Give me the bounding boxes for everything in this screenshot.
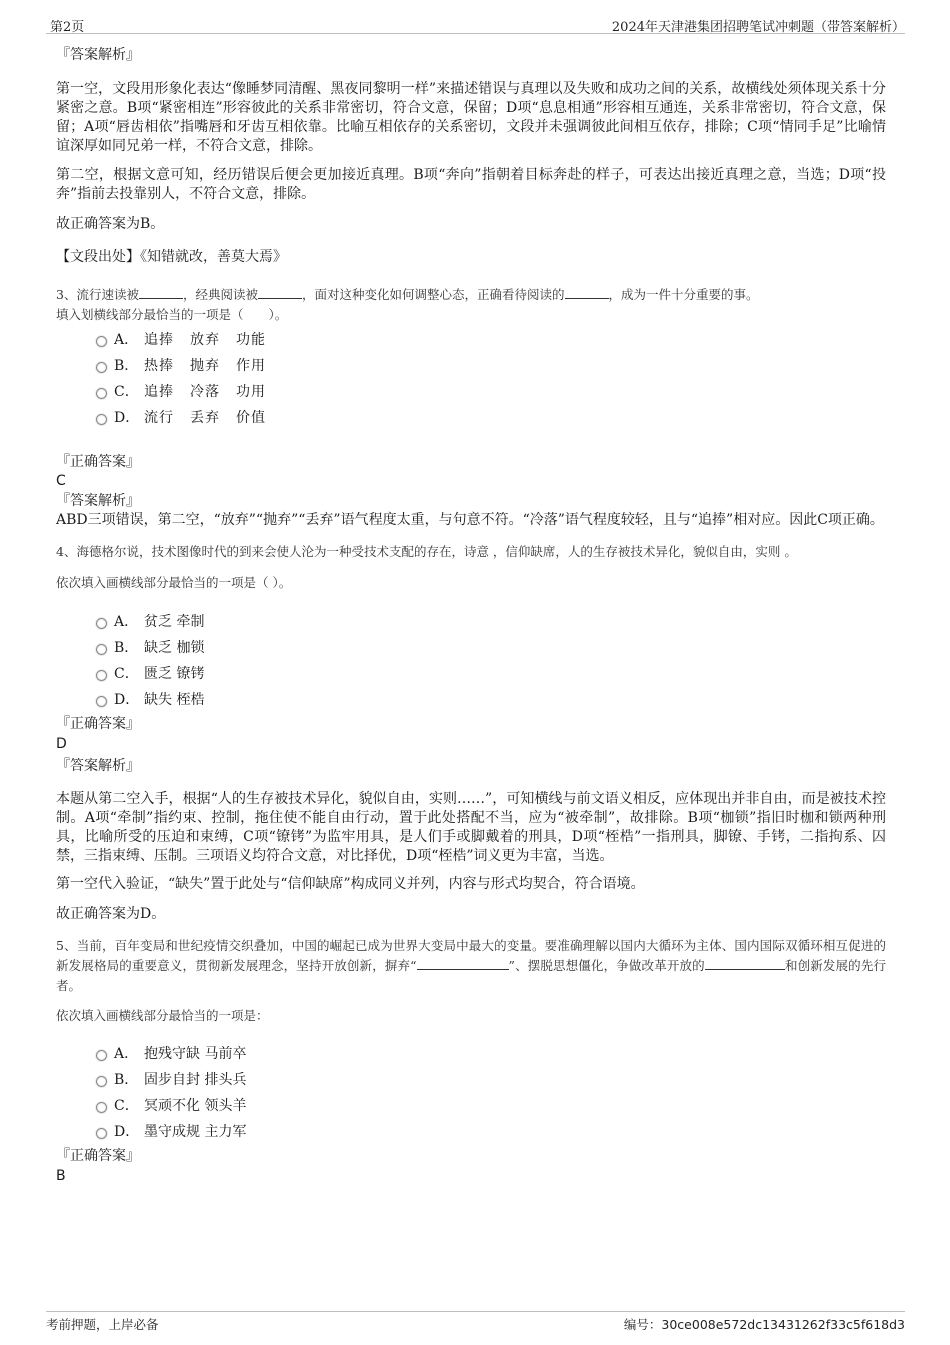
radio-icon[interactable] bbox=[96, 1076, 107, 1087]
q2-analysis-p1: 第一空，文段用形象化表达“像睡梦同清醒、黑夜同黎明一样”来描述错误与真理以及失败和成功之间的关系，故横线处须体现关系十分紧密之意。B项“紧密相连”形容彼此的关系非常密切，符合文意，保留；D项“息息相通”形容相互通连，关系非常密切，符合文意，保留；A项“唇齿相依”指嘴唇和牙齿互相依靠。比喻互相依存的关系密切，文段并未强调彼此间相互依存，排除；C项“情同手足”比喻情谊深厚如同兄弟一样，不符合文意，排除。 bbox=[56, 81, 886, 154]
q4-analysis-p2: 第一空代入验证，“缺失”置于此处与“信仰缺席”构成同义并列，内容与形式均契合，符合语境。 bbox=[56, 876, 645, 892]
correct-answer-label: 『正确答案』 bbox=[56, 454, 140, 470]
q4-options bbox=[56, 609, 886, 713]
q4-option-a[interactable]: A． 贫乏 牵制 bbox=[56, 609, 886, 635]
q5-option-d[interactable]: D． 墨守成规 主力军 bbox=[56, 1119, 886, 1145]
radio-icon[interactable] bbox=[96, 644, 107, 655]
q3-analysis: ABD三项错误，第二空，“放弃”“抛弃”“丢弃”语气程度太重，与句意不符。“冷落”语气程度较轻，且与“追捧”相对应。因此C项正确。 bbox=[56, 512, 884, 528]
document-title: 2024年天津港集团招聘笔试冲刺题（带答案解析） bbox=[611, 20, 905, 35]
q5-answer: B bbox=[56, 1168, 66, 1184]
correct-answer-label: 『正确答案』 bbox=[56, 1148, 140, 1164]
q4-option-d[interactable]: D． 缺失 桎梏 bbox=[56, 687, 886, 713]
blank-line bbox=[139, 298, 183, 299]
radio-icon[interactable] bbox=[96, 336, 107, 347]
footer-divider bbox=[46, 1311, 905, 1312]
q4-answer: D bbox=[56, 736, 67, 752]
q3-answer: C bbox=[56, 473, 66, 489]
blank-line bbox=[705, 969, 785, 970]
q2-conclusion: 故正确答案为B。 bbox=[56, 216, 165, 232]
radio-icon[interactable] bbox=[96, 362, 107, 373]
q3-option-d[interactable]: D． 流行 丢弃 价值 bbox=[56, 405, 886, 431]
blank-line bbox=[258, 298, 302, 299]
q3-options bbox=[56, 327, 886, 431]
document-body bbox=[56, 44, 886, 1185]
radio-icon[interactable] bbox=[96, 1128, 107, 1139]
q4-analysis-p1: 本题从第二空入手，根据“人的生存被技术异化，貌似自由，实则……”，可知横线与前文语义相反，应体现出并非自由，而是被技术控制。A项“牵制”指约束、控制，拖住使不能自由行动，置于此处搭配不当，应为“被牵制”，故排除。B项“枷锁”指旧时枷和锁两种刑具，比喻所受的压迫和束缚，C项“镣铐”为监牢用具，是人们手或脚戴着的刑具，D项“桎梏”一指刑具，脚镣、手铐，二指拘系、囚禁，三指束缚、压制。三项语义均符合文意，对比择优，D项“桎梏”词义更为丰富，当选。 bbox=[56, 791, 886, 864]
q4-instruction: 依次填入画横线部分最恰当的一项是（ ）。 bbox=[56, 575, 292, 590]
source-title: 《知错就改，善莫大焉》 bbox=[140, 249, 287, 265]
q3-option-a[interactable]: A． 追捧 放弃 功能 bbox=[56, 327, 886, 353]
analysis-label: 『答案解析』 bbox=[56, 758, 140, 774]
q3-stem: 3、流行速读被 ，经典阅读被 ，面对这种变化如何调整心态，正确看待阅读的 ，成为一件十分重要的事。 bbox=[56, 287, 759, 302]
radio-icon[interactable] bbox=[96, 618, 107, 629]
analysis-label: 『答案解析』 bbox=[56, 493, 140, 509]
blank-line bbox=[565, 298, 609, 299]
q2-source bbox=[56, 248, 886, 267]
q4-stem: 4、海德格尔说，技术图像时代的到来会使人沦为一种受技术支配的存在，诗意 ，信仰缺席，人的生存被技术异化，貌似自由，实则 。 bbox=[56, 544, 797, 559]
radio-icon[interactable] bbox=[96, 696, 107, 707]
footer-slogan: 考前押题，上岸必备 bbox=[46, 1317, 159, 1332]
radio-icon[interactable] bbox=[96, 1102, 107, 1113]
q3-option-c[interactable]: C． 追捧 冷落 功用 bbox=[56, 379, 886, 405]
radio-icon[interactable] bbox=[96, 670, 107, 681]
q5-option-c[interactable]: C． 冥顽不化 领头羊 bbox=[56, 1093, 886, 1119]
document-code: 编号：30ce008e572dc13431262f33c5f618d3 bbox=[623, 1317, 905, 1332]
q5-stem: 5、当前，百年变局和世纪疫情交织叠加，中国的崛起已成为世界大变局中最大的变量。要准确理解以国内大循环为主体、国内国际双循环相互促进的新发展格局的重要意义，贯彻新发展理念，坚持开放创新，摒弃“ ”、摆脱思想僵化，争做改革开放的 和创新发展的先行者。 bbox=[56, 938, 886, 993]
q4-conclusion: 故正确答案为D。 bbox=[56, 906, 166, 922]
q5-instruction: 依次填入画横线部分最恰当的一项是： bbox=[56, 1008, 269, 1023]
header-divider bbox=[46, 33, 905, 34]
q5-option-b[interactable]: B． 固步自封 排头兵 bbox=[56, 1067, 886, 1093]
analysis-label: 『答案解析』 bbox=[56, 47, 140, 63]
correct-answer-label: 『正确答案』 bbox=[56, 716, 140, 732]
q3-instruction: 填入划横线部分最恰当的一项是（ ）。 bbox=[56, 307, 288, 322]
radio-icon[interactable] bbox=[96, 388, 107, 399]
page-number: 第2页 bbox=[50, 20, 85, 35]
q5-option-a[interactable]: A． 抱残守缺 马前卒 bbox=[56, 1041, 886, 1067]
q4-option-c[interactable]: C． 匮乏 镣铐 bbox=[56, 661, 886, 687]
source-label: 【文段出处】 bbox=[56, 249, 140, 265]
q5-options bbox=[56, 1041, 886, 1145]
page-header bbox=[50, 16, 905, 34]
blank-line bbox=[417, 969, 509, 970]
radio-icon[interactable] bbox=[96, 1050, 107, 1061]
q4-option-b[interactable]: B． 缺乏 枷锁 bbox=[56, 635, 886, 661]
q3-option-b[interactable]: B． 热捧 抛弃 作用 bbox=[56, 353, 886, 379]
radio-icon[interactable] bbox=[96, 414, 107, 425]
q2-analysis-p2: 第二空，根据文意可知，经历错误后便会更加接近真理。B项“奔向”指朝着目标奔赴的样子，可表达出接近真理之意，当选；D项“投奔”指前去投靠别人，不符合文意，排除。 bbox=[56, 167, 886, 202]
